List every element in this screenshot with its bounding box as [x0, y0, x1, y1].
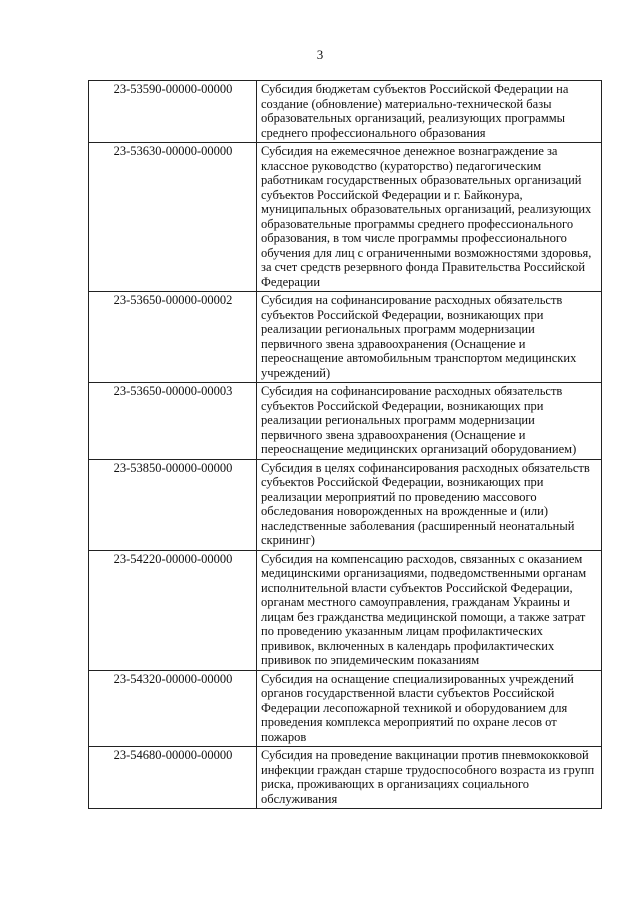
subsidy-code: 23-53650-00000-00002: [89, 292, 257, 383]
table-row: [89, 383, 602, 460]
subsidy-description: Субсидия на компенсацию расходов, связанных с оказанием медицинскими организациями, подведомственными органам исполнительной власти субъектов Российской Федерации, органам местного самоуправления, гражданам Украины и лицам без гражданства медицинской помощи, а также затрат по проведению указанным лицам профилактических прививок, включенных в календарь профилактических прививок по эпидемическим показаниям: [257, 550, 602, 670]
subsidy-description: Субсидия в целях софинансирования расходных обязательств субъектов Российской Федерации, возникающих при реализации мероприятий по проведению массового обследования новорожденных на врожденные и (или) наследственные заболевания (расширенный неонатальный скрининг): [257, 459, 602, 550]
subsidy-description: Субсидия на ежемесячное денежное вознаграждение за классное руководство (кураторство) педагогическим работникам государственных образовательных организаций субъектов Российской Федерации и г. Байконура, муниципальных образовательных организаций, реализующих образовательные программы среднего профессионального образования, в том числе программы профессионального обучения для лиц с ограниченными возможностями здоровья, за счет средств резервного фонда Правительства Российской Федерации: [257, 143, 602, 292]
table-row: [89, 459, 602, 550]
table-row: [89, 81, 602, 143]
subsidy-code: 23-53850-00000-00000: [89, 459, 257, 550]
subsidy-code: 23-54220-00000-00000: [89, 550, 257, 670]
subsidy-description: Субсидия на оснащение специализированных учреждений органов государственной власти субъектов Российской Федерации лесопожарной техникой и оборудованием для проведения комплекса мероприятий по охране лесов от пожаров: [257, 670, 602, 747]
subsidy-codes-table: [88, 80, 602, 809]
table-row: [89, 143, 602, 292]
subsidy-code: 23-53650-00000-00003: [89, 383, 257, 460]
subsidy-code: 23-54680-00000-00000: [89, 747, 257, 809]
table-row: [89, 292, 602, 383]
table-row: [89, 550, 602, 670]
subsidy-description: Субсидия на проведение вакцинации против пневмококковой инфекции граждан старше трудоспособного возраста из групп риска, проживающих в организациях социального обслуживания: [257, 747, 602, 809]
subsidy-code: 23-53590-00000-00000: [89, 81, 257, 143]
subsidy-code: 23-53630-00000-00000: [89, 143, 257, 292]
table-row: [89, 747, 602, 809]
page-number: 3: [316, 47, 324, 62]
subsidy-description: Субсидия на софинансирование расходных обязательств субъектов Российской Федерации, возникающих при реализации региональных программ модернизации первичного звена здравоохранения (Оснащение и переоснащение автомобильным транспортом медицинских учреждений): [257, 292, 602, 383]
subsidy-code: 23-54320-00000-00000: [89, 670, 257, 747]
subsidy-description: Субсидия бюджетам субъектов Российской Федерации на создание (обновление) материально-технической базы образовательных организаций, реализующих программы среднего профессионального образования: [257, 81, 602, 143]
subsidy-description: Субсидия на софинансирование расходных обязательств субъектов Российской Федерации, возникающих при реализации региональных программ модернизации первичного звена здравоохранения (Оснащение и переоснащение медицинских организаций оборудованием): [257, 383, 602, 460]
table-row: [89, 670, 602, 747]
